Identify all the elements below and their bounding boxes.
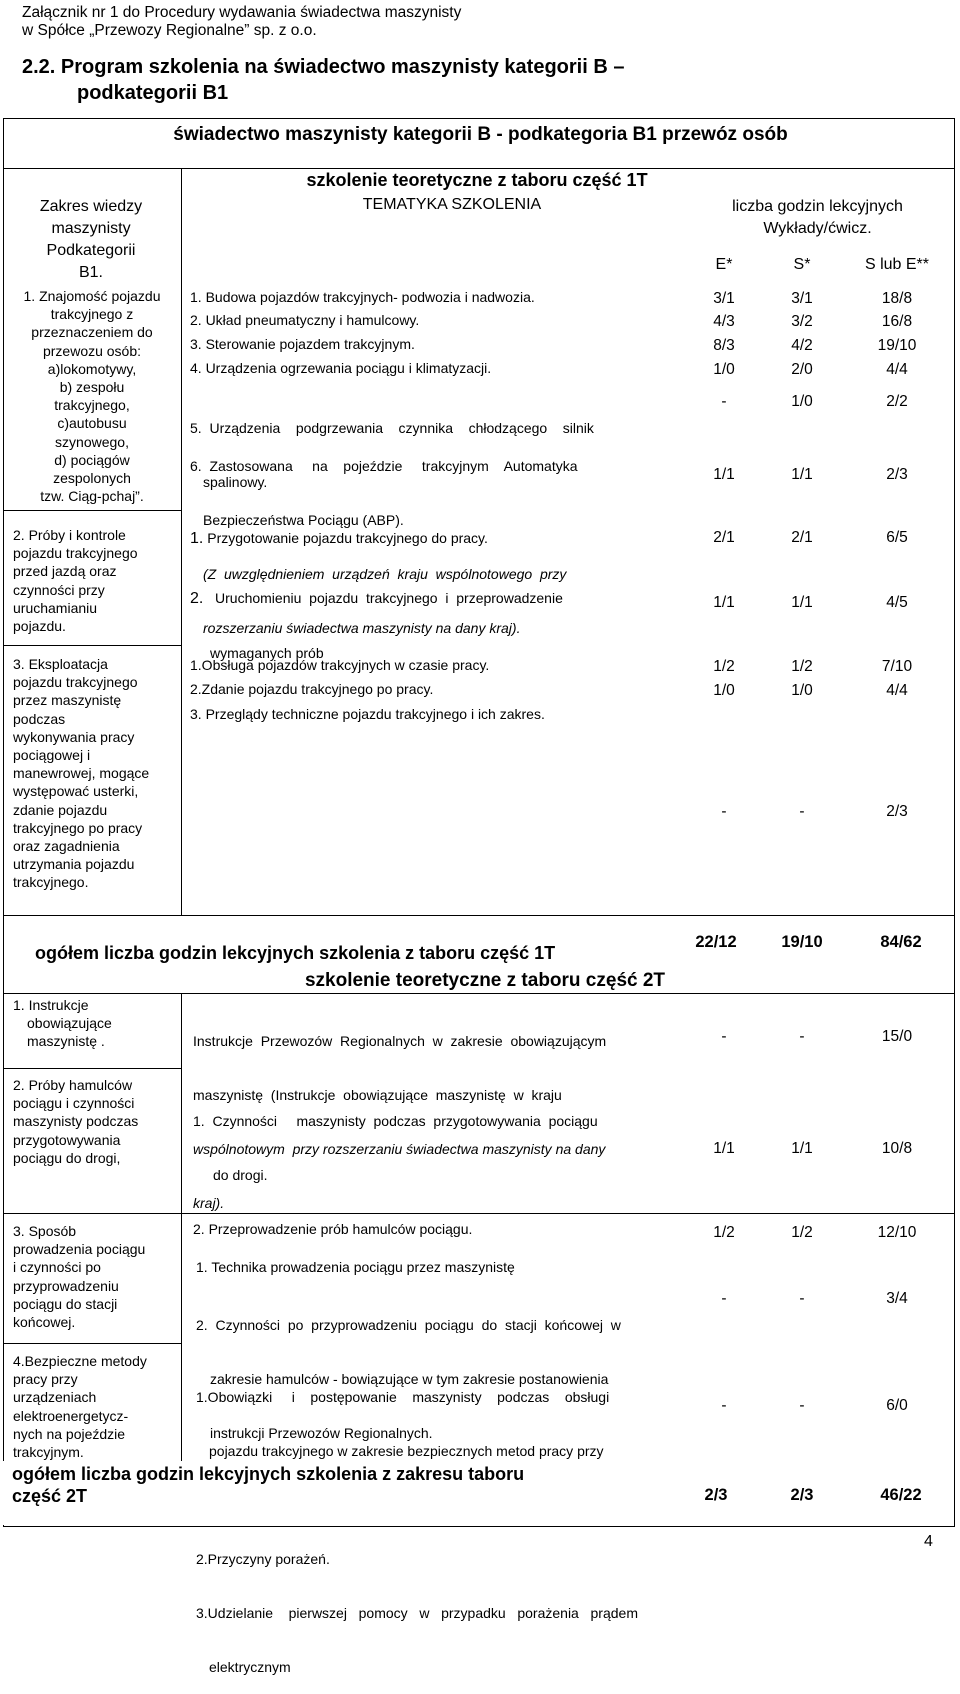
- topic-2-2: 2. Uruchomieniu pojazdu trakcyjnego i przeprowadzenie wymaganych prób: [190, 590, 563, 661]
- hours-s: 1/0: [791, 682, 813, 699]
- left-header-line: maszynisty: [51, 220, 131, 237]
- hours-e: -: [721, 1290, 727, 1307]
- total-1t-e: 22/12: [695, 933, 737, 951]
- total-1t-se: 84/62: [880, 933, 922, 951]
- group-divider-2: [3, 645, 181, 646]
- hours-se: 3/4: [886, 1290, 908, 1307]
- hours-s: 1/2: [791, 1224, 813, 1241]
- p2-divider-3: [3, 1343, 181, 1344]
- group2-left: 2. Próby i kontrole pojazdu trakcyjnego przed jazdą oraz czynności przy uruchamianiu pojazdu.: [13, 527, 138, 635]
- topic-1-3: 3. Sterowanie pojazdem trakcyjnym.: [190, 336, 415, 352]
- header-line-1: Załącznik nr 1 do Procedury wydawania świadectwa maszynisty: [22, 4, 462, 21]
- total-2t-se: 46/22: [880, 1486, 922, 1504]
- hours-se: 16/8: [881, 313, 913, 330]
- part2-title-divider: [3, 993, 954, 994]
- hours-s: 3/2: [791, 313, 813, 330]
- total-1t-s: 19/10: [781, 933, 823, 951]
- hours-se: 12/10: [877, 1224, 917, 1241]
- hours-e: 3/1: [713, 290, 735, 307]
- p2-group1-text: Instrukcje Przewozów Regionalnych w zakresie obowiązującym maszynistę (Instrukcje obowiązujące maszynistę w kraju wspólnotowym przy rozszerzaniu świadectwa maszynisty na dany kraj).: [193, 1033, 607, 1211]
- total-2t-label: ogółem liczba godzin lekcyjnych szkolenia z zakresu taboru część 2T: [12, 1464, 525, 1506]
- hours-se: 4/4: [886, 682, 908, 699]
- topic-1-1: 1. Budowa pojazdów trakcyjnych- podwozia i nadwozia.: [190, 289, 535, 305]
- topic-1-4: 4. Urządzenia ogrzewania pociągu i klimatyzacji.: [190, 360, 492, 376]
- left-header: [5, 196, 177, 284]
- hours-se: 4/5: [886, 594, 908, 611]
- group-divider-1: [3, 510, 181, 511]
- column-divider-part1: [181, 168, 182, 915]
- hours-se: 2/3: [886, 803, 908, 820]
- hours-s: 1/2: [791, 658, 813, 675]
- hours-s: -: [799, 1397, 805, 1414]
- left-header-line: Podkategorii: [46, 242, 136, 259]
- hours-header-line-2: Wykłady/ćwicz.: [763, 220, 872, 237]
- hours-s: 3/1: [791, 290, 813, 307]
- hours-se: 7/10: [881, 658, 913, 675]
- hours-e: 1/0: [713, 361, 735, 378]
- hours-s: 2/0: [791, 361, 813, 378]
- hours-header-line-1: liczba godzin lekcyjnych: [732, 198, 903, 215]
- hours-se: 6/0: [886, 1397, 908, 1414]
- hours-e: 1/2: [713, 658, 735, 675]
- hours-s: -: [799, 1290, 805, 1307]
- topic-3-2: 2.Zdanie pojazdu trakcyjnego po pracy.: [190, 681, 434, 697]
- part-divider: [3, 915, 954, 916]
- hours-se: 2/2: [886, 393, 908, 410]
- hours-se: 18/8: [881, 290, 913, 307]
- part2-title: szkolenie teoretyczne z taboru część 2T: [304, 970, 666, 991]
- group3-left: 3. Eksploatacja pojazdu trakcyjnego przez maszynistę podczas wykonywania pracy pociągowej i manewrowej, mogące występować usterki, zdanie pojazdu trakcyjnego po pracy oraz zagadnienia utrzymania pojazdu trakcyjnego.: [13, 656, 150, 891]
- hours-se: 6/5: [886, 529, 908, 546]
- banner: świadectwo maszynisty kategorii B - podkategoria B1 przewóz osób: [173, 124, 788, 145]
- hours-s: -: [799, 1028, 805, 1045]
- hours-s: 4/2: [791, 337, 813, 354]
- hours-e: -: [721, 1028, 727, 1045]
- hours-e: -: [721, 1397, 727, 1414]
- hours-e: 1/0: [713, 682, 735, 699]
- hours-s: 1/0: [791, 393, 813, 410]
- part1-title: szkolenie teoretyczne z taboru część 1T: [306, 170, 648, 190]
- topics-header: TEMATYKA SZKOLENIA: [362, 196, 542, 213]
- hours-e: -: [721, 393, 727, 410]
- hours-s: 2/1: [791, 529, 813, 546]
- hours-se: 15/0: [881, 1028, 913, 1045]
- hours-e: 1/1: [713, 1140, 735, 1157]
- hours-se: 19/10: [877, 337, 917, 354]
- total-2t-e: 2/3: [704, 1486, 728, 1504]
- topic-2-1: 1. Przygotowanie pojazdu trakcyjnego do pracy.: [190, 530, 488, 547]
- hours-se: 2/3: [886, 466, 908, 483]
- hours-e: 8/3: [713, 337, 735, 354]
- col-se-header: S lub E**: [864, 256, 930, 273]
- topic-3-1: 1.Obsługa pojazdów trakcyjnych w czasie pracy.: [190, 657, 490, 673]
- group1-left: 1. Znajomość pojazdu trakcyjnego z przeznaczeniem do przewozu osób: a)lokomotywy, b) zespołu trakcyjnego, c)autobusu szynowego, d) pociągów zespolonych tzw. Ciąg-pchaj”.: [23, 288, 161, 505]
- topic-3-3: 3. Przeglądy techniczne pojazdu trakcyjnego i ich zakres.: [190, 706, 545, 722]
- page-number: 4: [924, 1533, 933, 1550]
- hours-se: 10/8: [881, 1140, 913, 1157]
- p2-group2-text: 1. Czynności maszynisty podczas przygotowywania pociągu do drogi. 2. Przeprowadzenie prób hamulców pociągu.: [193, 1113, 598, 1237]
- p2-group2-left: 2. Próby hamulców pociągu i czynności maszynisty podczas przygotowywania pociągu do drogi,: [13, 1077, 139, 1166]
- topic-1-5: 5. Urządzenia podgrzewania czynnika chłodzącego silnik spalinowy.: [190, 420, 594, 490]
- hours-e: 1/1: [713, 594, 735, 611]
- left-header-line: Zakres wiedzy: [39, 198, 143, 215]
- column-divider-part2: [181, 993, 182, 1524]
- col-e-header: E*: [715, 256, 733, 273]
- hours-se: 4/4: [886, 361, 908, 378]
- hours-s: -: [799, 803, 805, 820]
- hours-e: -: [721, 803, 727, 820]
- topic-1-2: 2. Układ pneumatyczny i hamulcowy.: [190, 312, 420, 328]
- p2-group4-text: 1.Obowiązki i postępowanie maszynisty podczas obsługi pojazdu trakcyjnego w zakresie bezpiecznych metod pracy przy 2.Przyczyny porażeń. 3.Udzielanie pierwszej pomocy w przypadku porażenia prądem elektrycznym: [196, 1389, 638, 1675]
- hours-e: 2/1: [713, 529, 735, 546]
- page-title: [22, 54, 624, 106]
- hours-s: 1/1: [791, 594, 813, 611]
- p2-divider-1: [3, 1068, 181, 1069]
- hours-s: 1/1: [791, 466, 813, 483]
- p2-group3-text: 1. Technika prowadzenia pociągu przez maszynistę 2. Czynności po przyprowadzeniu pociągu do stacji końcowej w zakresie hamulców - bowiązujące w tym zakresie postanowienia instrukcji Przewozów Regionalnych.: [196, 1259, 621, 1441]
- page-title-line-2: podkategorii B1: [77, 82, 229, 104]
- col-s-header: S*: [793, 256, 811, 273]
- topic-1-6: 6. Zastosowana na pojeździe trakcyjnym Automatyka Bezpieczeństwa Pociągu (ABP). (Z uwzględnieniem urządzeń kraju wspólnotowego przy rozszerzaniu świadectwa maszynisty na dany kraj).: [190, 458, 578, 636]
- hours-s: 1/1: [791, 1140, 813, 1157]
- left-header-line: B1.: [78, 264, 103, 281]
- banner-divider: [3, 168, 954, 169]
- hours-header: [680, 196, 955, 240]
- p2-group3-left: 3. Sposób prowadzenia pociągu i czynności po przyprowadzeniu pociągu do stacji końcowej.: [13, 1223, 146, 1331]
- hours-e: 1/1: [713, 466, 735, 483]
- total-2t-s: 2/3: [790, 1486, 814, 1504]
- hours-e: 4/3: [713, 313, 735, 330]
- total-1t-label: ogółem liczba godzin lekcyjnych szkolenia z taboru część 1T: [35, 943, 556, 963]
- p2-group1-left: 1. Instrukcje obowiązujące maszynistę .: [13, 997, 112, 1050]
- p2-group4-left: 4.Bezpieczne metody pracy przy urządzeniach elektroenergetycz- nych na pojeździe trakcyjnym.: [13, 1353, 147, 1461]
- hours-e: 1/2: [713, 1224, 735, 1241]
- header-line-2: w Spółce „Przewozy Regionalne” sp. z o.o.: [22, 22, 317, 39]
- page-title-line-1: 2.2. Program szkolenia na świadectwo maszynisty kategorii B –: [22, 56, 625, 78]
